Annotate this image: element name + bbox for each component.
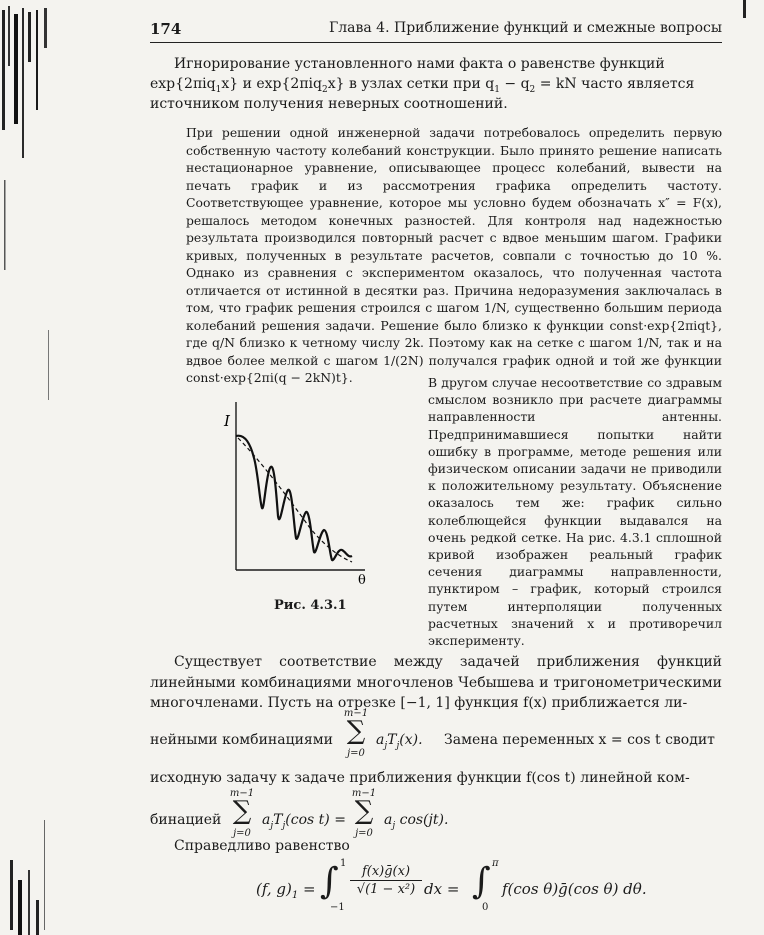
- figure-caption: Рис. 4.3.1: [274, 598, 347, 613]
- sum-symbol-2: m−1 ∑ j=0: [229, 788, 255, 839]
- running-title: Глава 4. Приближение функций и смежные вопросы: [328, 20, 722, 36]
- fraction: f(x)ḡ(x) √(1 − x²): [350, 864, 422, 897]
- fair-equality-text: Справедливо равенство: [174, 838, 350, 854]
- x-axis-label: θ: [358, 573, 366, 588]
- sum-line-2: бинацией m−1 ∑ j=0 $a_jT_j(\cos$ t) = m−1 ∑ j=0 $a_j$ cos(jt).: [150, 788, 449, 839]
- scan-edge-artifact: [0, 0, 60, 935]
- scan-corner-mark: [740, 0, 750, 20]
- sum-symbol-1: m−1 ∑ j=0: [343, 708, 369, 759]
- interpolated-curve: [238, 438, 352, 562]
- intro-line-3: источником получения неверных соотношений.: [150, 96, 508, 112]
- inner-product-equation: (f, $g)_1$ = ∫ 1 −1 f(x)ḡ(x) √(1 − x²) dx = ∫ π 0 f(cos θ)ḡ(cos θ) dθ.: [256, 858, 647, 913]
- intro-line-1: Игнорирование установленного нами факта о равенстве функций: [174, 56, 665, 72]
- figure-4-3-1: [200, 380, 400, 620]
- page-number: 174: [150, 20, 182, 38]
- y-axis-label: I: [224, 412, 230, 430]
- chebyshev-line-b: исходную задачу к задаче приближения функции f(cos t) линейной ком-: [150, 770, 690, 786]
- intro-line-2: exp{2πiq$_1$x} и exp{2πiq$_2$x} в узлах сетки при $q_1 - q_2$ = kN часто является: [150, 76, 695, 95]
- chebyshev-paragraph: Существует соответствие между задачей приближения функций линейными комбинациями многочленов Чебышева и тригонометрическими многочленами. Пусть на отрезке [−1, 1] функция f(x) приближается ли-: [150, 654, 722, 711]
- example-engineering: При решении одной инженерной задачи потребовалось определить первую собственную частоту колебаний конструкции. Было принято решение написать нестационарное уравнение, описывающее процесс колебаний, вывести на печать график и из рассмотрения графика определить частоту. Соответствующее уравнение, которое мы условно будем обозначать x″ = F(x), решалось методом конечных разностей. Для контроля над надежностью результата производился повторный расчет с вдвое меньшим шагом. Графики кривых, полученных в результате расчетов, совпали с точностью до 10 %. Однако из сравнения с экспериментом оказалось, что полученная частота отличается от истинной в десятки раз. Причина недоразумения заключалась в том, что график решения строился с шагом 1/N, существенно большим периода колебаний решения задачи. Решение было близко к функции const·exp{2πiqt}, где q/N близко к четному числу 2k. Поэтому как на сетке с шагом 1/N, так и на вдвое более мелкой с шагом 1/(2N) получался график одной и той же функции const·exp{2πi(q − 2kN)t}.: [186, 125, 722, 385]
- example-antenna: В другом случае несоответствие со здравым смыслом возникло при расчете диаграммы направленности антенны. Предпринимавшиеся попытки найти ошибку в программе, методе решения или физическом описании задачи не приводили к положительному результату. Объяснение оказалось тем же: график сильно колеблющейся функции выдавался на очень редкой сетке. На рис. 4.3.1 сплошной кривой изображен реальный график сечения диаграммы направленности, пунктиром – график, который строился путем интерполяции полученных расчетных значений x и противоречил эксперименту.: [428, 375, 722, 649]
- integral-symbol-1: ∫: [320, 861, 339, 902]
- sum-line-1: нейными комбинациями m−1 ∑ j=0 $a_jT_j(x)$. Замена переменных x = cos t сводит: [150, 708, 715, 759]
- sum-symbol-3: m−1 ∑ j=0: [351, 788, 377, 839]
- integral-symbol-2: ∫: [472, 861, 491, 902]
- page-header: [150, 18, 722, 43]
